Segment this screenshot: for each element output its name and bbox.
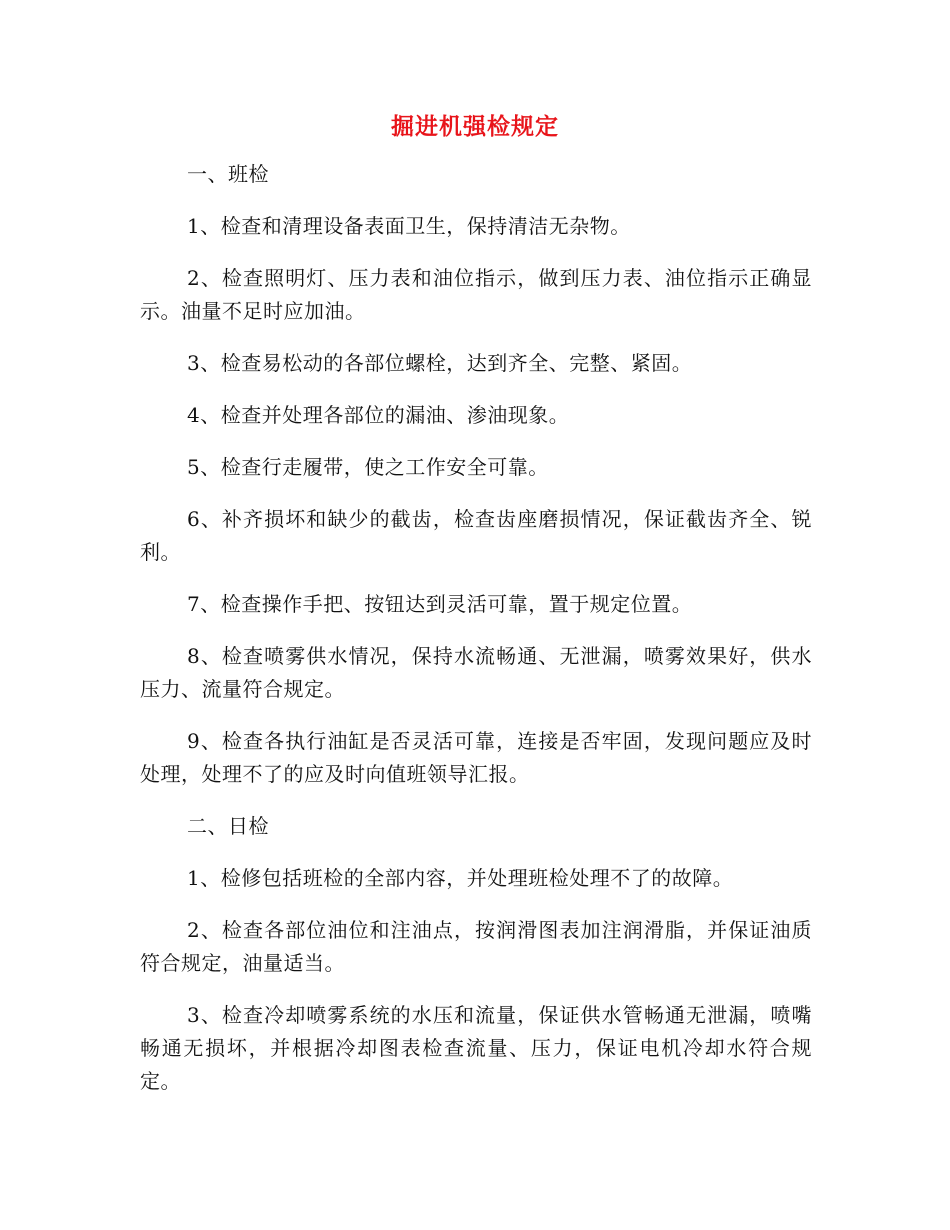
document-body xyxy=(140,158,812,1117)
paragraph: 1、检修包括班检的全部内容，并处理班检处理不了的故障。 xyxy=(187,866,734,890)
paragraph: 8、检查喷雾供水情况，保持水流畅通、无泄漏，喷雾效果好，供水压力、流量符合规定。 xyxy=(140,644,812,701)
paragraph: 2、检查照明灯、压力表和油位指示，做到压力表、油位指示正确显示。油量不足时应加油。 xyxy=(140,266,812,323)
paragraph: 1、检查和清理设备表面卫生，保持清洁无杂物。 xyxy=(187,214,631,238)
paragraph: 6、补齐损坏和缺少的截齿，检查齿座磨损情况，保证截齿齐全、锐利。 xyxy=(140,507,812,564)
section-heading-daily-check: 二、日检 xyxy=(187,814,269,838)
paragraph: 4、检查并处理各部位的漏油、渗油现象。 xyxy=(187,403,570,427)
paragraph: 7、检查操作手把、按钮达到灵活可靠，置于规定位置。 xyxy=(187,592,693,616)
document-title: 掘进机强检规定 xyxy=(391,113,559,140)
paragraph: 5、检查行走履带，使之工作安全可靠。 xyxy=(187,455,549,479)
paragraph: 2、检查各部位油位和注油点，按润滑图表加注润滑脂，并保证油质符合规定，油量适当。 xyxy=(140,918,812,975)
paragraph: 9、检查各执行油缸是否灵活可靠，连接是否牢固，发现问题应及时处理，处理不了的应及时向值班领导汇报。 xyxy=(140,729,812,786)
section-heading-shift-check: 一、班检 xyxy=(187,162,269,186)
paragraph: 3、检查冷却喷雾系统的水压和流量，保证供水管畅通无泄漏，喷嘴畅通无损坏，并根据冷却图表检查流量、压力，保证电机冷却水符合规定。 xyxy=(140,1003,812,1093)
paragraph: 3、检查易松动的各部位螺栓，达到齐全、完整、紧固。 xyxy=(187,351,693,375)
